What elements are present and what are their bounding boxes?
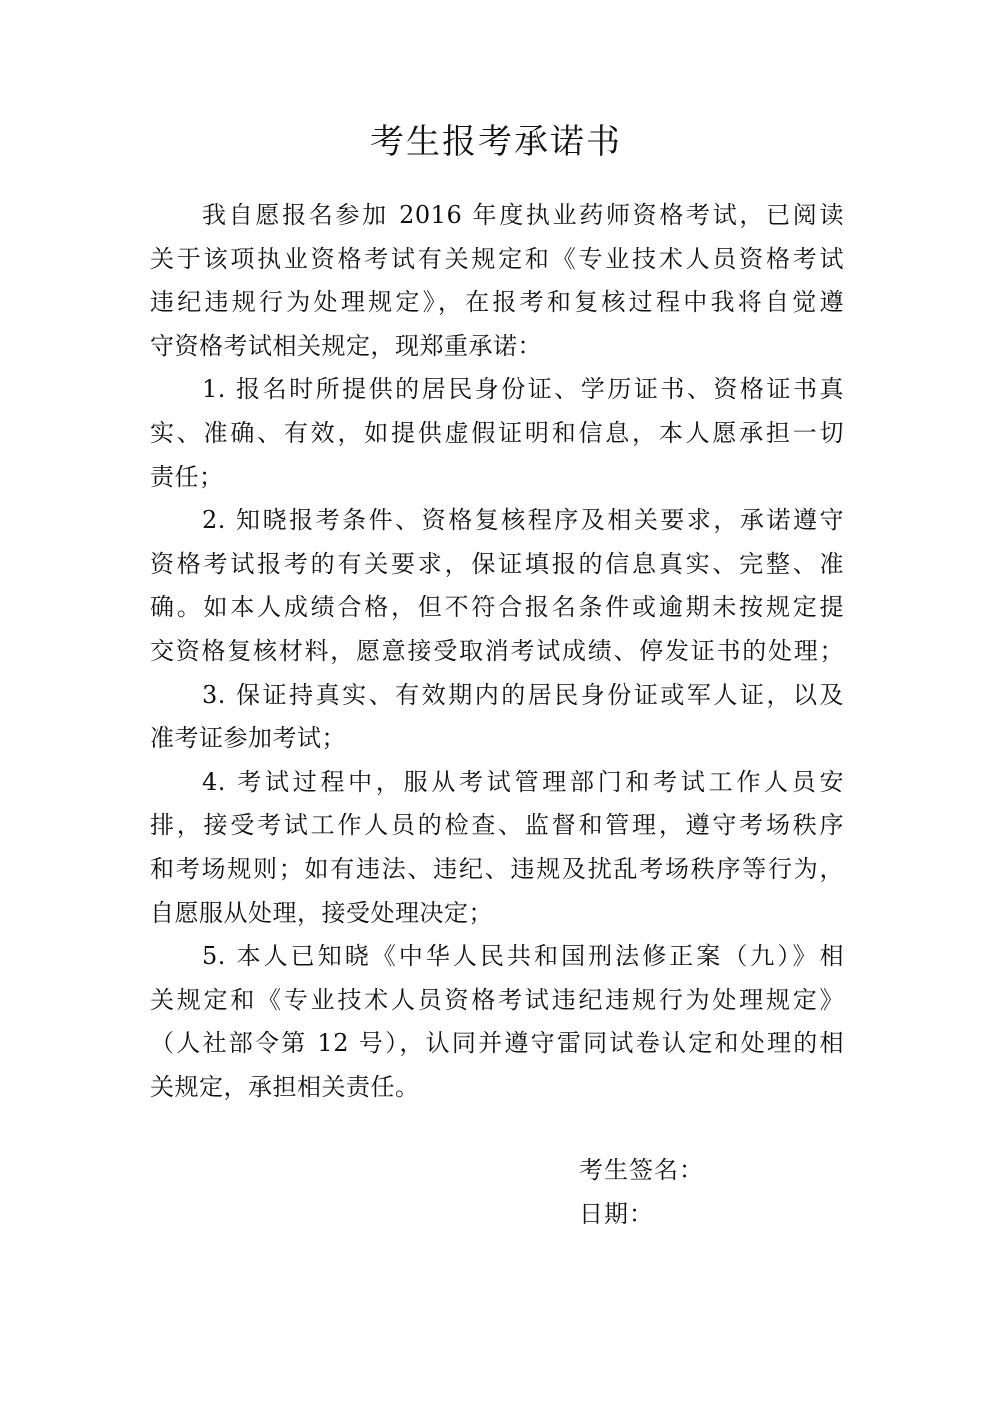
text-line: 责任； <box>150 462 224 491</box>
paragraph-item-3 <box>150 674 844 761</box>
signature-block <box>579 1148 704 1236</box>
text-line: 交资格复核材料，愿意接受取消考试成绩、停发证书的处理； <box>150 636 844 665</box>
text-line: 自愿服从处理，接受处理决定； <box>150 898 493 927</box>
text-line: 排，接受考试工作人员的检查、监督和管理，遵守考场秩序 <box>150 811 844 840</box>
text-line: 确。如本人成绩合格，但不符合报名条件或逾期未按规定提 <box>150 593 844 622</box>
paragraph-item-2 <box>150 499 844 673</box>
text-line: 我自愿报名参加 2016 年度执业药师资格考试，已阅读 <box>202 201 844 229</box>
text-line: 3. 保证持真实、有效期内的居民身份证或军人证，以及 <box>202 680 844 709</box>
text-line: 准考证参加考试； <box>150 724 346 753</box>
text-line: 关于该项执业资格考试有关规定和《专业技术人员资格考试 <box>150 244 844 273</box>
text-line: 2. 知晓报考条件、资格复核程序及相关要求，承诺遵守 <box>202 506 844 535</box>
text-line: （人社部令第 12 号），认同并遵守雷同试卷认定和处理的相 <box>150 1029 844 1058</box>
paragraph-intro <box>150 194 844 368</box>
text-line: 1. 报名时所提供的居民身份证、学历证书、资格证书真 <box>202 375 844 404</box>
text-line: 资格考试报考的有关要求，保证填报的信息真实、完整、准 <box>150 549 844 578</box>
text-line: 关规定，承担相关责任。 <box>150 1072 420 1101</box>
date-label: 日期： <box>579 1200 654 1228</box>
paragraph-item-1 <box>150 368 844 499</box>
signature-label: 考生签名： <box>579 1156 704 1184</box>
text-line: 5. 本人已知晓《中华人民共和国刑法修正案（九）》相 <box>202 942 844 971</box>
document-body <box>150 194 844 1109</box>
text-line: 违纪违规行为处理规定》，在报考和复核过程中我将自觉遵 <box>150 288 844 317</box>
text-line: 和考场规则；如有违法、违纪、违规及扰乱考场秩序等行为， <box>150 854 844 883</box>
document-title: 考生报考承诺书 <box>370 122 622 162</box>
text-line: 4. 考试过程中，服从考试管理部门和考试工作人员安 <box>202 767 844 796</box>
text-line: 实、准确、有效，如提供虚假证明和信息，本人愿承担一切 <box>150 418 844 447</box>
paragraph-item-5 <box>150 935 844 1109</box>
text-line: 守资格考试相关规定，现郑重承诺： <box>150 331 542 360</box>
paragraph-item-4 <box>150 761 844 935</box>
text-line: 关规定和《专业技术人员资格考试违纪违规行为处理规定》 <box>150 985 844 1014</box>
